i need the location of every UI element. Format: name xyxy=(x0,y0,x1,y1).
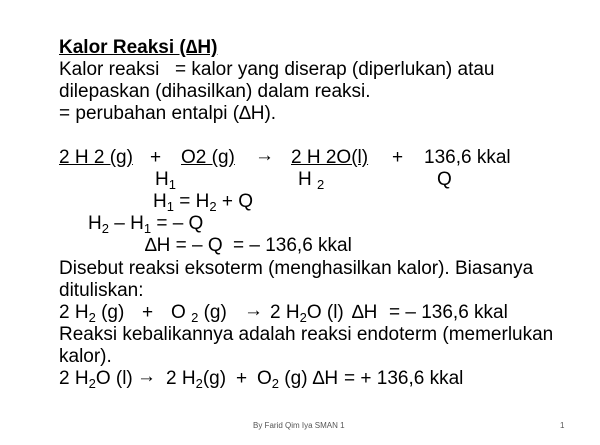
relation-3b: = – 136,6 kkal xyxy=(233,235,352,256)
eq2-plus: + xyxy=(142,302,154,323)
eq3-reactant: 2 $H_2O$ (l) xyxy=(59,368,133,391)
eq1-product: 2 H 2O(l) xyxy=(291,147,369,168)
eq1-label-q: Q xyxy=(437,169,452,190)
eq1-plus-1: + xyxy=(150,147,162,168)
eq2-reactant-2: O $_2$ (g) xyxy=(171,302,227,325)
definition-line-3: = perubahan entalpi (∆H). xyxy=(59,103,277,124)
footer-author: By Farid Qim Iya SMAN 1 xyxy=(253,421,345,430)
eq1-reactant-2: O2 (g) xyxy=(181,147,235,168)
slide-title: Kalor Reaksi (∆H) xyxy=(59,37,218,58)
eq3-value: = + 136,6 kkal xyxy=(344,368,464,389)
eq1-label-h2: H $_2$ xyxy=(298,169,325,192)
eq2-delta-h: ∆H xyxy=(352,302,378,323)
eq2-value: = – 136,6 kkal xyxy=(389,302,508,323)
eq2-product: 2 $H_2O$ (l) xyxy=(270,302,344,325)
eq2-arrow-icon: → xyxy=(244,300,263,321)
definition-line-1b: = kalor yang diserap (diperlukan) atau xyxy=(175,59,495,80)
eq3-product-2: $O_2$ (g) ∆H xyxy=(257,368,339,391)
footer-page-number: 1 xyxy=(560,421,565,430)
eq1-label-h1: $H_1$ xyxy=(155,169,176,192)
eq1-arrow-icon: → xyxy=(255,145,274,166)
text-exotherm-2: dituliskan: xyxy=(59,280,144,301)
relation-1: $H_1 = H_2 + Q$ xyxy=(153,191,254,214)
eq1-heat: 136,6 kkal xyxy=(424,147,511,168)
text-exotherm-1: Disebut reaksi eksoterm (menghasilkan kalor). Biasanya xyxy=(59,258,534,279)
text-endotherm-2: kalor). xyxy=(59,346,112,367)
eq2-reactant-1: 2 $H_2$ (g) xyxy=(59,302,125,325)
eq1-reactant-1: 2 H 2 (g) xyxy=(59,147,133,168)
eq3-arrow-icon: → xyxy=(137,366,156,387)
eq1-plus-2: + xyxy=(392,147,404,168)
text-endotherm-1: Reaksi kebalikannya adalah reaksi endoterm (memerlukan xyxy=(59,324,554,345)
definition-line-2: dilepaskan (dihasilkan) dalam reaksi. xyxy=(59,81,371,102)
eq3-product-1: 2 $H_2(g)$ xyxy=(166,368,227,391)
relation-2: $H_2 - H_1$ = – Q xyxy=(88,213,204,236)
relation-3a: ∆H = – Q xyxy=(145,235,223,256)
definition-line-1a: Kalor reaksi xyxy=(59,59,160,80)
eq3-plus: + xyxy=(236,368,248,389)
